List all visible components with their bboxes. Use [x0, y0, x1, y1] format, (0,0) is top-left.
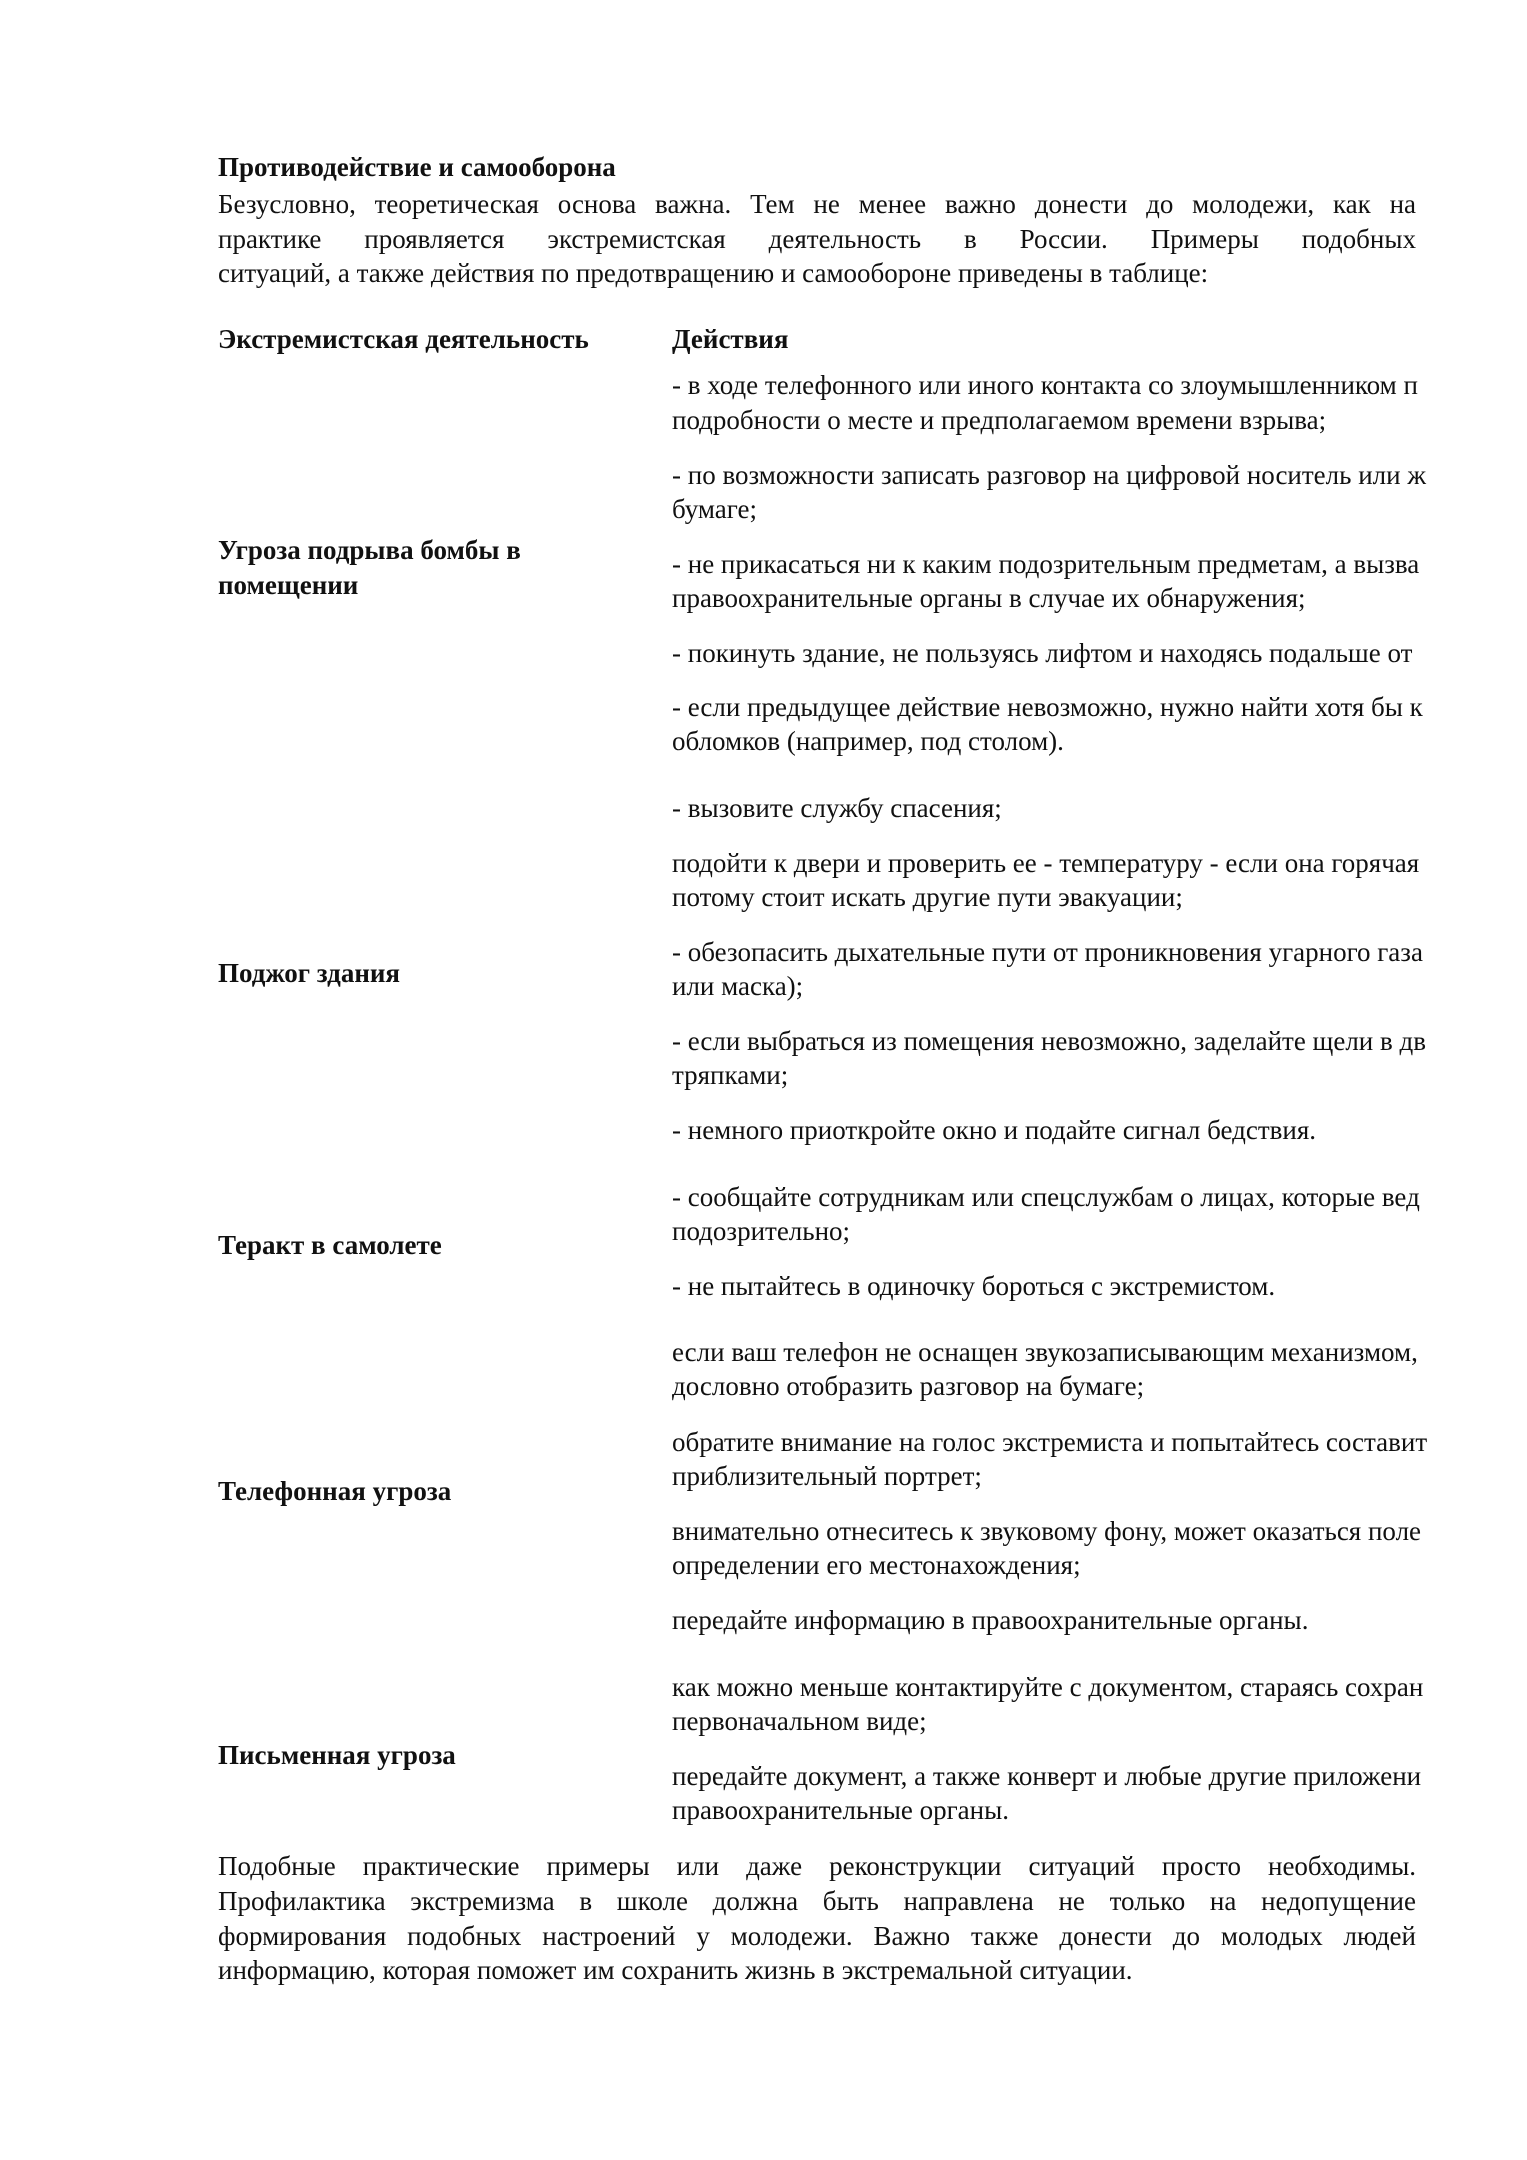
- section-title: Противодействие и самооборона: [218, 152, 616, 182]
- airplane-action-2-line-1: - не пытайтесь в одиночку бороться с экстремистом.: [672, 1271, 1276, 1301]
- row-bomb-threat-label-line-1: Угроза подрыва бомбы в: [218, 535, 521, 565]
- row-bomb-threat-label-line-2: помещении: [218, 570, 359, 600]
- row-airplane-label: Теракт в самолете: [218, 1230, 442, 1260]
- bomb-action-2-line-2: бумаге;: [672, 494, 757, 524]
- intro-line-3: ситуаций, а также действия по предотвращению и самообороне приведены в таблице:: [218, 258, 1209, 288]
- bomb-action-1-line-2: подробности о месте и предполагаемом времени взрыва;: [672, 405, 1327, 435]
- row-phone-threat-label: Телефонная угроза: [218, 1476, 452, 1506]
- arson-action-4-line-2: тряпками;: [672, 1060, 789, 1090]
- intro-line-2: практике проявляется экстремистская деятельность в России. Примеры подобных: [218, 224, 1416, 254]
- written-action-2-line-1: передайте документ, а также конверт и любые другие приложени: [672, 1761, 1422, 1791]
- phone-action-2-line-1: обратите внимание на голос экстремиста и попытайтесь составит: [672, 1427, 1428, 1457]
- written-action-2-line-2: правоохранительные органы.: [672, 1795, 1009, 1825]
- written-action-1-line-1: как можно меньше контактируйте с документом, стараясь сохран: [672, 1672, 1424, 1702]
- table-header-actions: Действия: [672, 324, 789, 354]
- conclusion-line-4: информацию, которая поможет им сохранить жизнь в экстремальной ситуации.: [218, 1955, 1133, 1985]
- bomb-action-3-line-2: правоохранительные органы в случае их обнаружения;: [672, 583, 1306, 613]
- phone-action-1-line-1: если ваш телефон не оснащен звукозаписывающим механизмом,: [672, 1337, 1418, 1367]
- phone-action-4-line-1: передайте информацию в правоохранительные органы.: [672, 1605, 1309, 1635]
- arson-action-4-line-1: - если выбраться из помещения невозможно, заделайте щели в дв: [672, 1026, 1426, 1056]
- phone-action-1-line-2: дословно отобразить разговор на бумаге;: [672, 1371, 1145, 1401]
- phone-action-3-line-2: определении его местонахождения;: [672, 1550, 1081, 1580]
- arson-action-3-line-1: - обезопасить дыхательные пути от проникновения угарного газа: [672, 937, 1423, 967]
- arson-action-2-line-1: подойти к двери и проверить ее - температуру - если она горячая: [672, 848, 1420, 878]
- arson-action-2-line-2: потому стоит искать другие пути эвакуации;: [672, 882, 1183, 912]
- arson-action-5-line-1: - немного приоткройте окно и подайте сигнал бедствия.: [672, 1115, 1316, 1145]
- bomb-action-5-line-1: - если предыдущее действие невозможно, нужно найти хотя бы к: [672, 692, 1423, 722]
- intro-line-1: Безусловно, теоретическая основа важна. Тем не менее важно донести до молодежи, как на: [218, 189, 1416, 219]
- written-action-1-line-2: первоначальном виде;: [672, 1706, 927, 1736]
- bomb-action-1-line-1: - в ходе телефонного или иного контакта со злоумышленником п: [672, 370, 1418, 400]
- phone-action-2-line-2: приблизительный портрет;: [672, 1461, 982, 1491]
- conclusion-line-1: Подобные практические примеры или даже реконструкции ситуаций просто необходимы.: [218, 1851, 1416, 1881]
- conclusion-line-2: Профилактика экстремизма в школе должна быть направлена не только на недопущение: [218, 1886, 1416, 1916]
- bomb-action-2-line-1: - по возможности записать разговор на цифровой носитель или ж: [672, 460, 1426, 490]
- bomb-action-5-line-2: обломков (например, под столом).: [672, 726, 1064, 756]
- table-header-activity: Экстремистская деятельность: [218, 324, 589, 354]
- conclusion-line-3: формирования подобных настроений у молодежи. Важно также донести до молодых людей: [218, 1921, 1416, 1951]
- phone-action-3-line-1: внимательно отнеситесь к звуковому фону, может оказаться поле: [672, 1516, 1422, 1546]
- bomb-action-3-line-1: - не прикасаться ни к каким подозрительным предметам, а вызва: [672, 549, 1420, 579]
- bomb-action-4-line-1: - покинуть здание, не пользуясь лифтом и находясь подальше от: [672, 638, 1413, 668]
- airplane-action-1-line-1: - сообщайте сотрудникам или спецслужбам о лицах, которые вед: [672, 1182, 1420, 1212]
- arson-action-3-line-2: или маска);: [672, 971, 804, 1001]
- row-written-threat-label: Письменная угроза: [218, 1740, 456, 1770]
- arson-action-1-line-1: - вызовите службу спасения;: [672, 793, 1002, 823]
- airplane-action-1-line-2: подозрительно;: [672, 1216, 851, 1246]
- row-arson-label: Поджог здания: [218, 958, 401, 988]
